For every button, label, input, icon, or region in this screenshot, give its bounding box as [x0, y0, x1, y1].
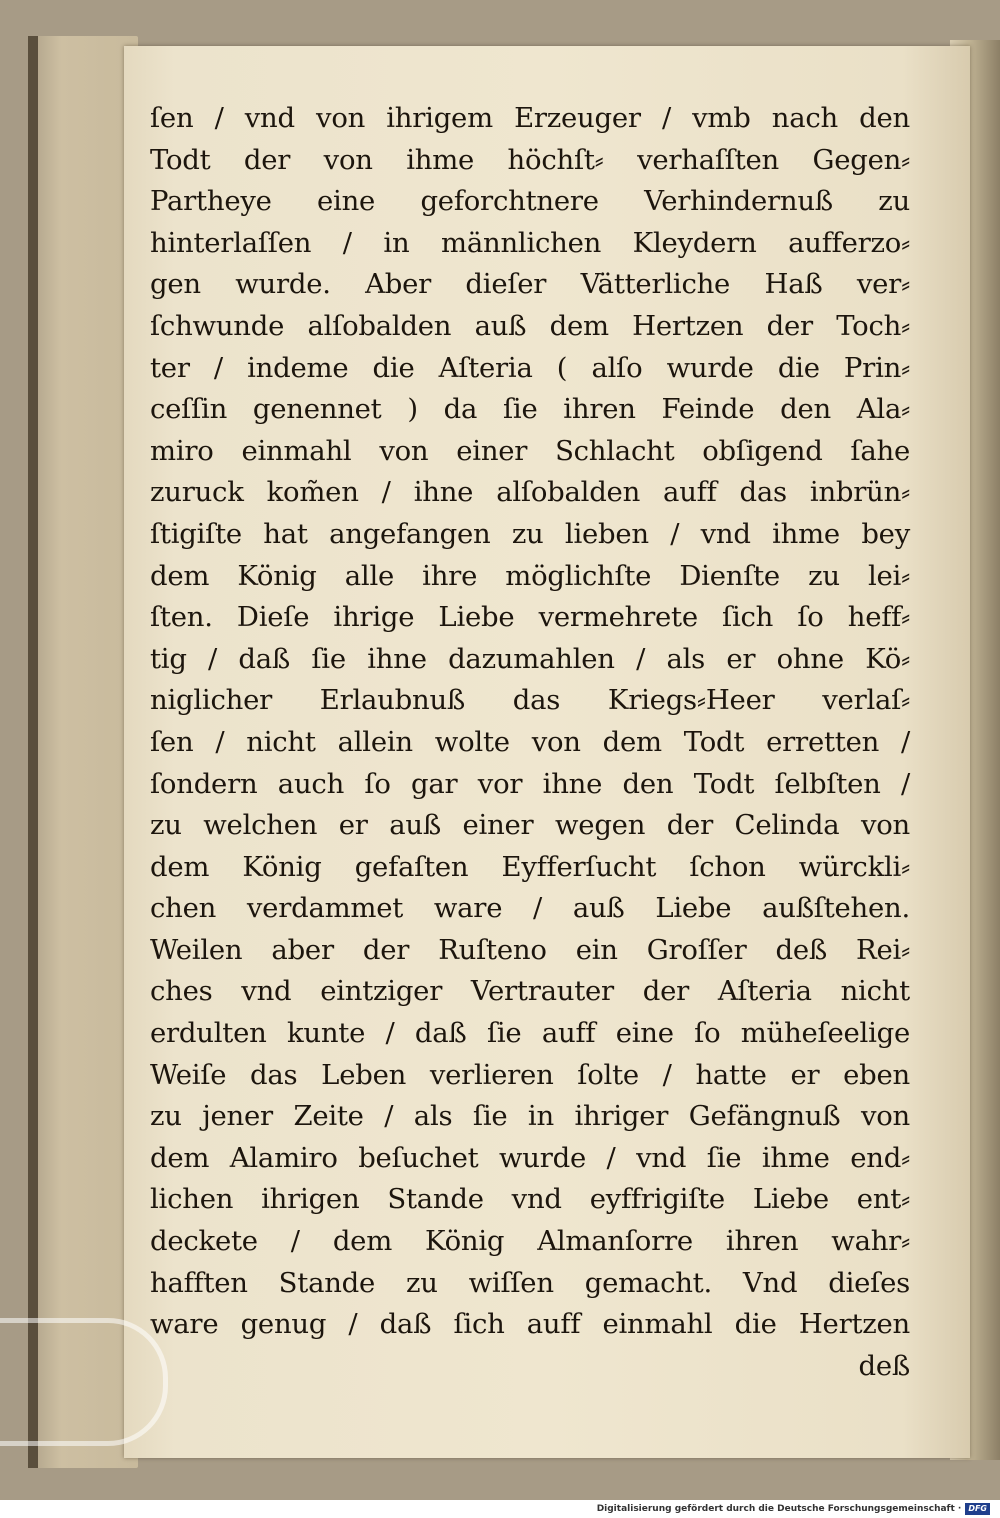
footer-bar — [0, 1500, 1000, 1518]
text-line: erdulten kunte / daß ſie auff eine ſo müheſeelige — [150, 1017, 910, 1050]
text-line: Todt der von ihme höchſt⸗ verhaſſten Gegen⸗ — [150, 143, 910, 176]
text-line: dem Alamiro beſuchet wurde / vnd ſie ihme end⸗ — [150, 1141, 910, 1174]
text-line: hafften Stande zu wiſſen gemacht. Vnd dieſes — [150, 1266, 910, 1299]
text-line: lichen ihrigen Stande vnd eyffrigiſte Liebe ent⸗ — [150, 1183, 910, 1216]
text-line: zuruck kom̃en / ihne alſobalden auff das inbrün⸗ — [150, 476, 910, 509]
text-line: ſten. Dieſe ihrige Liebe vermehrete ſich ſo heff⸗ — [150, 601, 910, 634]
catchword: deß — [858, 1349, 910, 1382]
text-line: ſen / nicht allein wolte von dem Todt erretten / — [150, 725, 910, 758]
text-line: Weilen aber der Ruſteno ein Groſſer deß Rei⸗ — [150, 933, 910, 966]
footer-credit — [597, 1502, 990, 1516]
text-line: ceſſin genennet ) da ſie ihren Feinde den Ala⸗ — [150, 393, 910, 426]
text-line: deckete / dem König Almanſorre ihren wahr⸗ — [150, 1225, 910, 1258]
text-line: chen verdammet ware / auß Liebe außſtehen. — [150, 892, 910, 925]
page-clip — [0, 1318, 168, 1446]
text-line: niglicher Erlaubnuß das Kriegs⸗Heer verlaſ⸗ — [150, 684, 910, 717]
text-line: zu welchen er auß einer wegen der Celinda von — [150, 809, 910, 842]
book-spine — [28, 36, 38, 1468]
dfg-logo-icon: DFG — [965, 1503, 990, 1515]
text-line: ſchwunde alſobalden auß dem Hertzen der Toch⸗ — [150, 309, 910, 342]
text-line: tig / daß ſie ihne dazumahlen / als er ohne Kö⸗ — [150, 642, 910, 675]
text-line: gen wurde. Aber dieſer Vätterliche Haß ver⸗ — [150, 268, 910, 301]
page-body-text — [150, 98, 910, 1387]
text-line: Partheye eine geforchtnere Verhindernuß zu — [150, 185, 910, 218]
text-line: miro einmahl von einer Schlacht obſigend ſahe — [150, 434, 910, 467]
text-line: dem König alle ihre möglichſte Dienſte zu lei⸗ — [150, 559, 910, 592]
text-line: Weiſe das Leben verlieren ſolte / hatte er eben — [150, 1058, 910, 1091]
text-line: ware genug / daß ſich auff einmahl die Hertzen — [150, 1308, 910, 1341]
footer-credit-text: Digitalisierung gefördert durch die Deutsche Forschungsgemeinschaft · — [596, 1504, 962, 1514]
text-line: ſen / vnd von ihrigem Erzeuger / vmb nach den — [150, 102, 910, 134]
text-line: ſtigiſte hat angefangen zu lieben / vnd ihme bey — [150, 517, 910, 550]
text-line: ſondern auch ſo gar vor ihne den Todt ſelbſten / — [150, 767, 910, 800]
book-cover-left — [28, 36, 138, 1468]
text-line: ches vnd eintziger Vertrauter der Aſteria nicht — [150, 975, 910, 1008]
text-line: hinterlaſſen / in männlichen Kleydern aufferzo⸗ — [150, 226, 910, 259]
text-line: ter / indeme die Aſteria ( alſo wurde die Prin⸗ — [150, 351, 910, 384]
text-line: dem König gefaſten Eyfferſucht ſchon würckli⸗ — [150, 850, 910, 883]
text-line: zu jener Zeite / als ſie in ihriger Gefängnuß von — [150, 1100, 910, 1133]
